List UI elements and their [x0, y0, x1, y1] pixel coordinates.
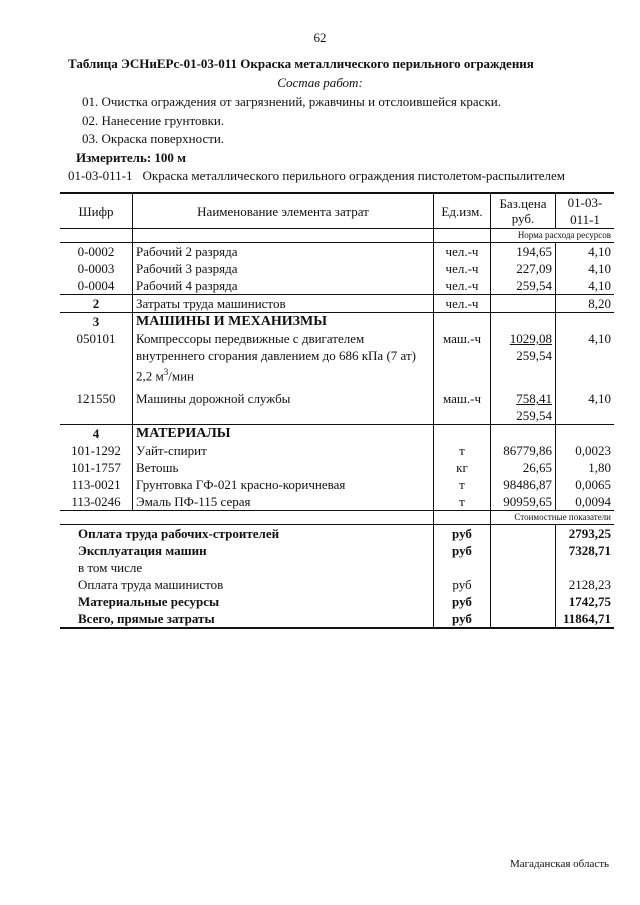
row-code: 113-0021: [60, 476, 133, 493]
row-name: Рабочий 3 разряда: [133, 260, 434, 277]
row-price-labor: 259,54: [516, 408, 552, 424]
section-header: [60, 425, 614, 443]
summary-value: 1742,75: [568, 594, 611, 610]
row-qty: 0,0094: [556, 493, 615, 511]
row-code: 2: [60, 295, 133, 313]
row-qty: 4,10: [588, 244, 611, 259]
summary-unit: руб: [434, 576, 491, 593]
row-unit: маш.-ч: [434, 384, 491, 425]
table-row: [60, 277, 614, 295]
summary-row: [60, 576, 614, 593]
row-code: 0-0004: [60, 277, 133, 295]
row-qty: 4,10: [556, 277, 615, 295]
row-name: Затраты труда машинистов: [133, 295, 434, 313]
section-code: 4: [60, 425, 133, 443]
table-row: [60, 476, 614, 493]
row-name: [133, 330, 434, 384]
summary-value: 7328,71: [568, 543, 611, 559]
table-row: [60, 384, 614, 425]
summary-unit: руб: [434, 542, 491, 559]
row-name: Эмаль ПФ-115 серая: [133, 493, 434, 511]
summary-value: [556, 559, 615, 576]
row-name-line: /мин: [168, 368, 194, 384]
estimate-table: [60, 192, 614, 629]
row-price: [491, 384, 556, 425]
row-unit: т: [434, 493, 491, 511]
row-name-line: 2,2 м: [136, 368, 164, 384]
row-qty: 0,0023: [575, 443, 611, 459]
table-row: [60, 459, 614, 476]
cost-label: Стоимостные показатели: [491, 511, 615, 525]
col-header-name: Наименование элемента затрат: [133, 193, 434, 229]
row-price: 98486,87: [491, 476, 556, 493]
section-title: МАШИНЫ И МЕХАНИЗМЫ: [133, 313, 434, 331]
row-name-line: внутреннего сгорания давлением до 686 кПа (7 ат): [136, 348, 416, 363]
table-row: [60, 295, 614, 313]
summary-name: Всего, прямые затраты: [60, 610, 434, 628]
summary-row: [60, 525, 614, 543]
summary-row: [60, 542, 614, 559]
row-code: 101-1757: [60, 459, 133, 476]
col-header-item: 01-03-011-1: [556, 193, 615, 229]
row-unit: чел.-ч: [434, 243, 491, 261]
table-title: Таблица ЭСНиЕРс-01-03-011 Окраска металлического перильного ограждения: [68, 56, 534, 71]
row-price: 86779,86: [491, 442, 556, 459]
page-number: 62: [313, 30, 327, 45]
region-footer: Магаданская область: [510, 858, 610, 870]
summary-unit: [434, 559, 491, 576]
row-qty: 8,20: [556, 295, 615, 313]
row-code: 050101: [60, 330, 133, 384]
summary-name: Оплата труда машинистов: [60, 576, 434, 593]
subitem-line: [68, 168, 565, 184]
row-qty: 1,80: [588, 460, 611, 476]
row-name: Грунтовка ГФ-021 красно-коричневая: [133, 476, 434, 493]
row-price-labor: 259,54: [516, 348, 552, 363]
row-code: 0-0003: [60, 260, 133, 277]
row-price: 90959,65: [491, 493, 556, 511]
summary-unit: руб: [434, 525, 491, 543]
work-item: 01. Очистка ограждения от загрязнений, ржавчины и отслоившейся краски.: [82, 94, 501, 109]
subitem-code: 01-03-011-1: [68, 168, 133, 183]
row-name: Рабочий 2 разряда: [133, 243, 434, 261]
row-qty: 0,0065: [575, 477, 611, 493]
row-price: [491, 330, 556, 384]
norm-label: Норма расхода ресурсов: [491, 229, 615, 243]
row-name-line: Компрессоры передвижные с двигателем: [136, 331, 365, 346]
row-qty: 4,10: [556, 384, 615, 425]
work-item: 03. Окраска поверхности.: [82, 131, 225, 146]
row-price-main: 758,41: [516, 391, 552, 407]
summary-value: 2128,23: [568, 577, 611, 593]
summary-name: Оплата труда рабочих-строителей: [60, 525, 434, 543]
row-unit: т: [434, 476, 491, 493]
summary-name: Эксплуатация машин: [60, 542, 434, 559]
row-code: 121550: [60, 384, 133, 425]
row-code: 113-0246: [60, 493, 133, 511]
row-price: 259,54: [491, 277, 556, 295]
table-row: [60, 330, 614, 384]
table-row: [60, 260, 614, 277]
row-code: 0-0002: [60, 243, 133, 261]
row-unit: чел.-ч: [434, 260, 491, 277]
row-price: 194,65: [491, 243, 556, 261]
row-unit: маш.-ч: [434, 330, 491, 384]
work-composition-header: Состав работ:: [277, 75, 363, 90]
row-price: 26,65: [491, 459, 556, 476]
row-qty: 4,10: [588, 331, 611, 346]
row-unit: кг: [434, 459, 491, 476]
summary-unit: руб: [434, 593, 491, 610]
section-header: [60, 313, 614, 331]
col-header-code: Шифр: [60, 193, 133, 229]
summary-name: Материальные ресурсы: [60, 593, 434, 610]
row-price: 227,09: [491, 260, 556, 277]
row-qty: 4,10: [588, 261, 611, 276]
row-name: Уайт-спирит: [133, 442, 434, 459]
subitem-name: Окраска металлического перильного ограждения пистолетом-распылителем: [142, 168, 566, 183]
row-unit: чел.-ч: [434, 295, 491, 313]
col-header-base-price: Баз.цена руб.: [491, 193, 556, 229]
row-price-main: 1029,08: [509, 331, 552, 346]
summary-unit: руб: [434, 610, 491, 628]
row-name: Ветошь: [133, 459, 434, 476]
table-row: [60, 493, 614, 511]
summary-value: 2793,25: [568, 526, 611, 542]
table-row: [60, 442, 614, 459]
work-item: 02. Нанесение грунтовки.: [82, 113, 225, 128]
row-name: Рабочий 4 разряда: [133, 277, 434, 295]
row-unit: чел.-ч: [434, 277, 491, 295]
row-unit: т: [434, 442, 491, 459]
col-header-unit: Ед.изм.: [434, 193, 491, 229]
table-row: [60, 243, 614, 261]
row-name: Машины дорожной службы: [133, 384, 434, 425]
meter: Измеритель: 100 м: [76, 150, 187, 165]
row-name-sup: 3: [163, 367, 169, 377]
summary-row: [60, 610, 614, 628]
summary-row: [60, 559, 614, 576]
summary-value: 11864,71: [556, 610, 615, 628]
section-title: МАТЕРИАЛЫ: [133, 425, 434, 443]
row-code: 101-1292: [60, 442, 133, 459]
section-code: 3: [60, 313, 133, 331]
summary-row: [60, 593, 614, 610]
summary-name: в том числе: [60, 559, 434, 576]
